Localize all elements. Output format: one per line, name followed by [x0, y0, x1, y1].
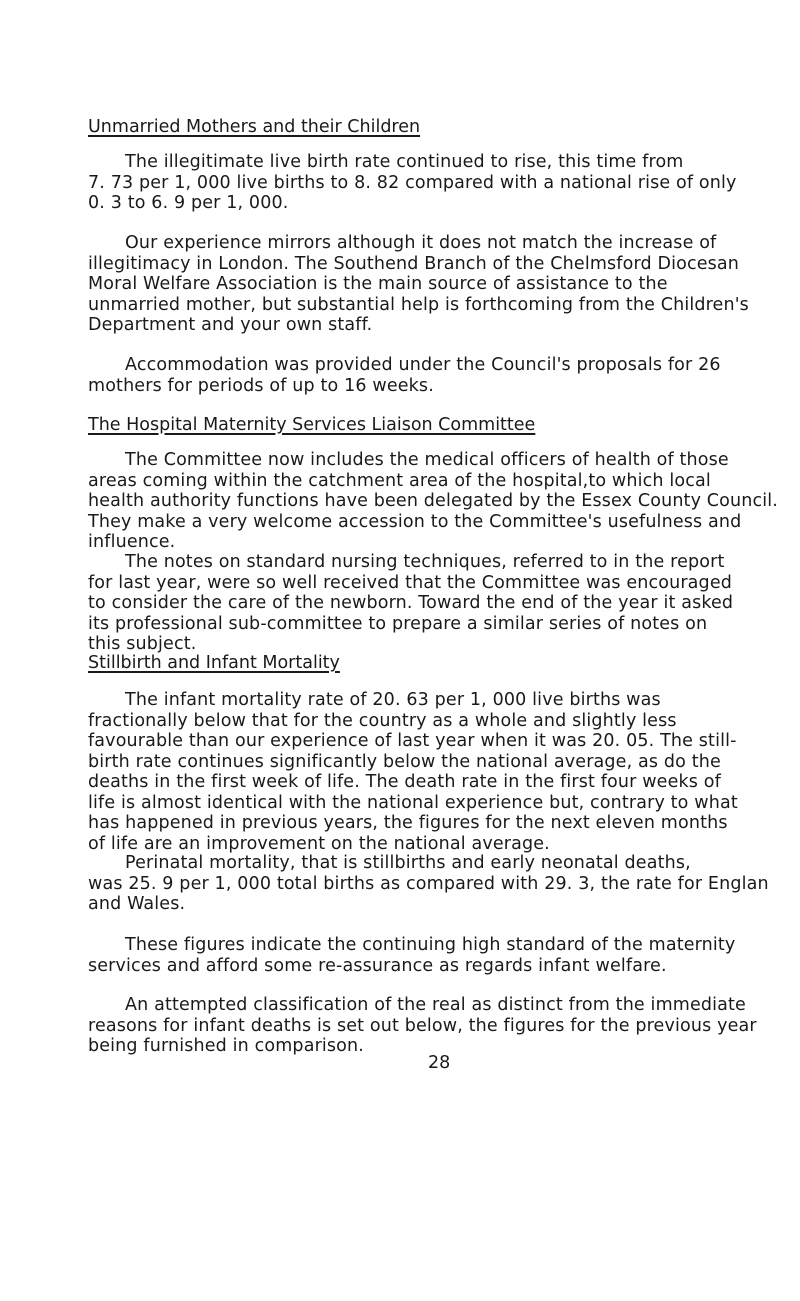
text-line: being furnished in comparison. [88, 1036, 364, 1056]
text-line: was 25. 9 per 1, 000 total births as compared with 29. 3, the rate for Englan [88, 873, 769, 894]
paragraph [88, 233, 800, 336]
text-line: to consider the care of the newborn. Toward the end of the year it asked [88, 593, 734, 613]
text-line: influence. [88, 532, 176, 552]
text-line: Moral Welfare Association is the main source of assistance to the [88, 274, 668, 294]
paragraph [88, 152, 800, 214]
text-line: and Wales. [88, 894, 186, 914]
text-line: health authority functions have been delegated by the Essex County Council. [88, 491, 779, 511]
text-line: The infant mortality rate of 20. 63 per 1, 000 live births was [125, 690, 661, 710]
text-line: favourable than our experience of last year when it was 20. 05. The still- [88, 731, 737, 751]
text-line: They make a very welcome accession to the Committee's usefulness and [88, 511, 742, 532]
section-heading-unmarried-mothers: Unmarried Mothers and their Children [88, 117, 421, 137]
text-line: fractionally below that for the country as a whole and slightly less [88, 710, 677, 731]
text-line: An attempted classification of the real as distinct from the immediate [125, 995, 746, 1015]
paragraph [88, 690, 800, 854]
text-line: life is almost identical with the national experience but, contrary to what [88, 792, 738, 813]
text-line: areas coming within the catchment area of the hospital,to which local [88, 470, 711, 491]
text-line: mothers for periods of up to 16 weeks. [88, 375, 434, 396]
paragraph [88, 935, 800, 976]
page-number: 28 [428, 1053, 451, 1073]
text-line: The illegitimate live birth rate continued to rise, this time from [125, 152, 684, 172]
text-line: deaths in the first week of life. The death rate in the first four weeks of [88, 772, 721, 792]
text-line: These figures indicate the continuing high standard of the maternity [125, 935, 736, 955]
text-line: reasons for infant deaths is set out below, the figures for the previous year [88, 1015, 757, 1036]
paragraph [88, 853, 800, 915]
text-line: Our experience mirrors although it does not match the increase of [125, 233, 717, 253]
text-line: Accommodation was provided under the Council's proposals for 26 [125, 355, 721, 375]
text-line: 7. 73 per 1, 000 live births to 8. 82 compared with a national rise of only [88, 172, 737, 193]
text-line: The Committee now includes the medical officers of health of those [125, 450, 729, 470]
text-line: of life are an improvement on the national average. [88, 833, 550, 854]
text-line: The notes on standard nursing techniques, referred to in the report [125, 552, 725, 572]
paragraph [88, 552, 800, 655]
text-line: this subject. [88, 634, 197, 654]
text-line: for last year, were so well received that the Committee was encouraged [88, 572, 732, 593]
section-heading-hospital-maternity-services: The Hospital Maternity Services Liaison Committee [88, 415, 536, 435]
text-line: birth rate continues significantly below the national average, as do the [88, 751, 721, 772]
text-line: 0. 3 to 6. 9 per 1, 000. [88, 193, 289, 213]
paragraph [88, 995, 800, 1057]
section-heading-stillbirth-infant-mortality: Stillbirth and Infant Mortality [88, 653, 340, 673]
text-line: Perinatal mortality, that is stillbirths and early neonatal deaths, [125, 853, 691, 873]
text-line: has happened in previous years, the figures for the next eleven months [88, 813, 728, 833]
paragraph [88, 450, 800, 553]
text-line: unmarried mother, but substantial help is forthcoming from the Children's [88, 294, 749, 315]
text-line: its professional sub-committee to prepare a similar series of notes on [88, 613, 708, 634]
paragraph [88, 355, 800, 396]
text-line: Department and your own staff. [88, 315, 373, 335]
text-line: illegitimacy in London. The Southend Branch of the Chelmsford Diocesan [88, 253, 740, 274]
text-line: services and afford some re-assurance as regards infant welfare. [88, 955, 667, 976]
